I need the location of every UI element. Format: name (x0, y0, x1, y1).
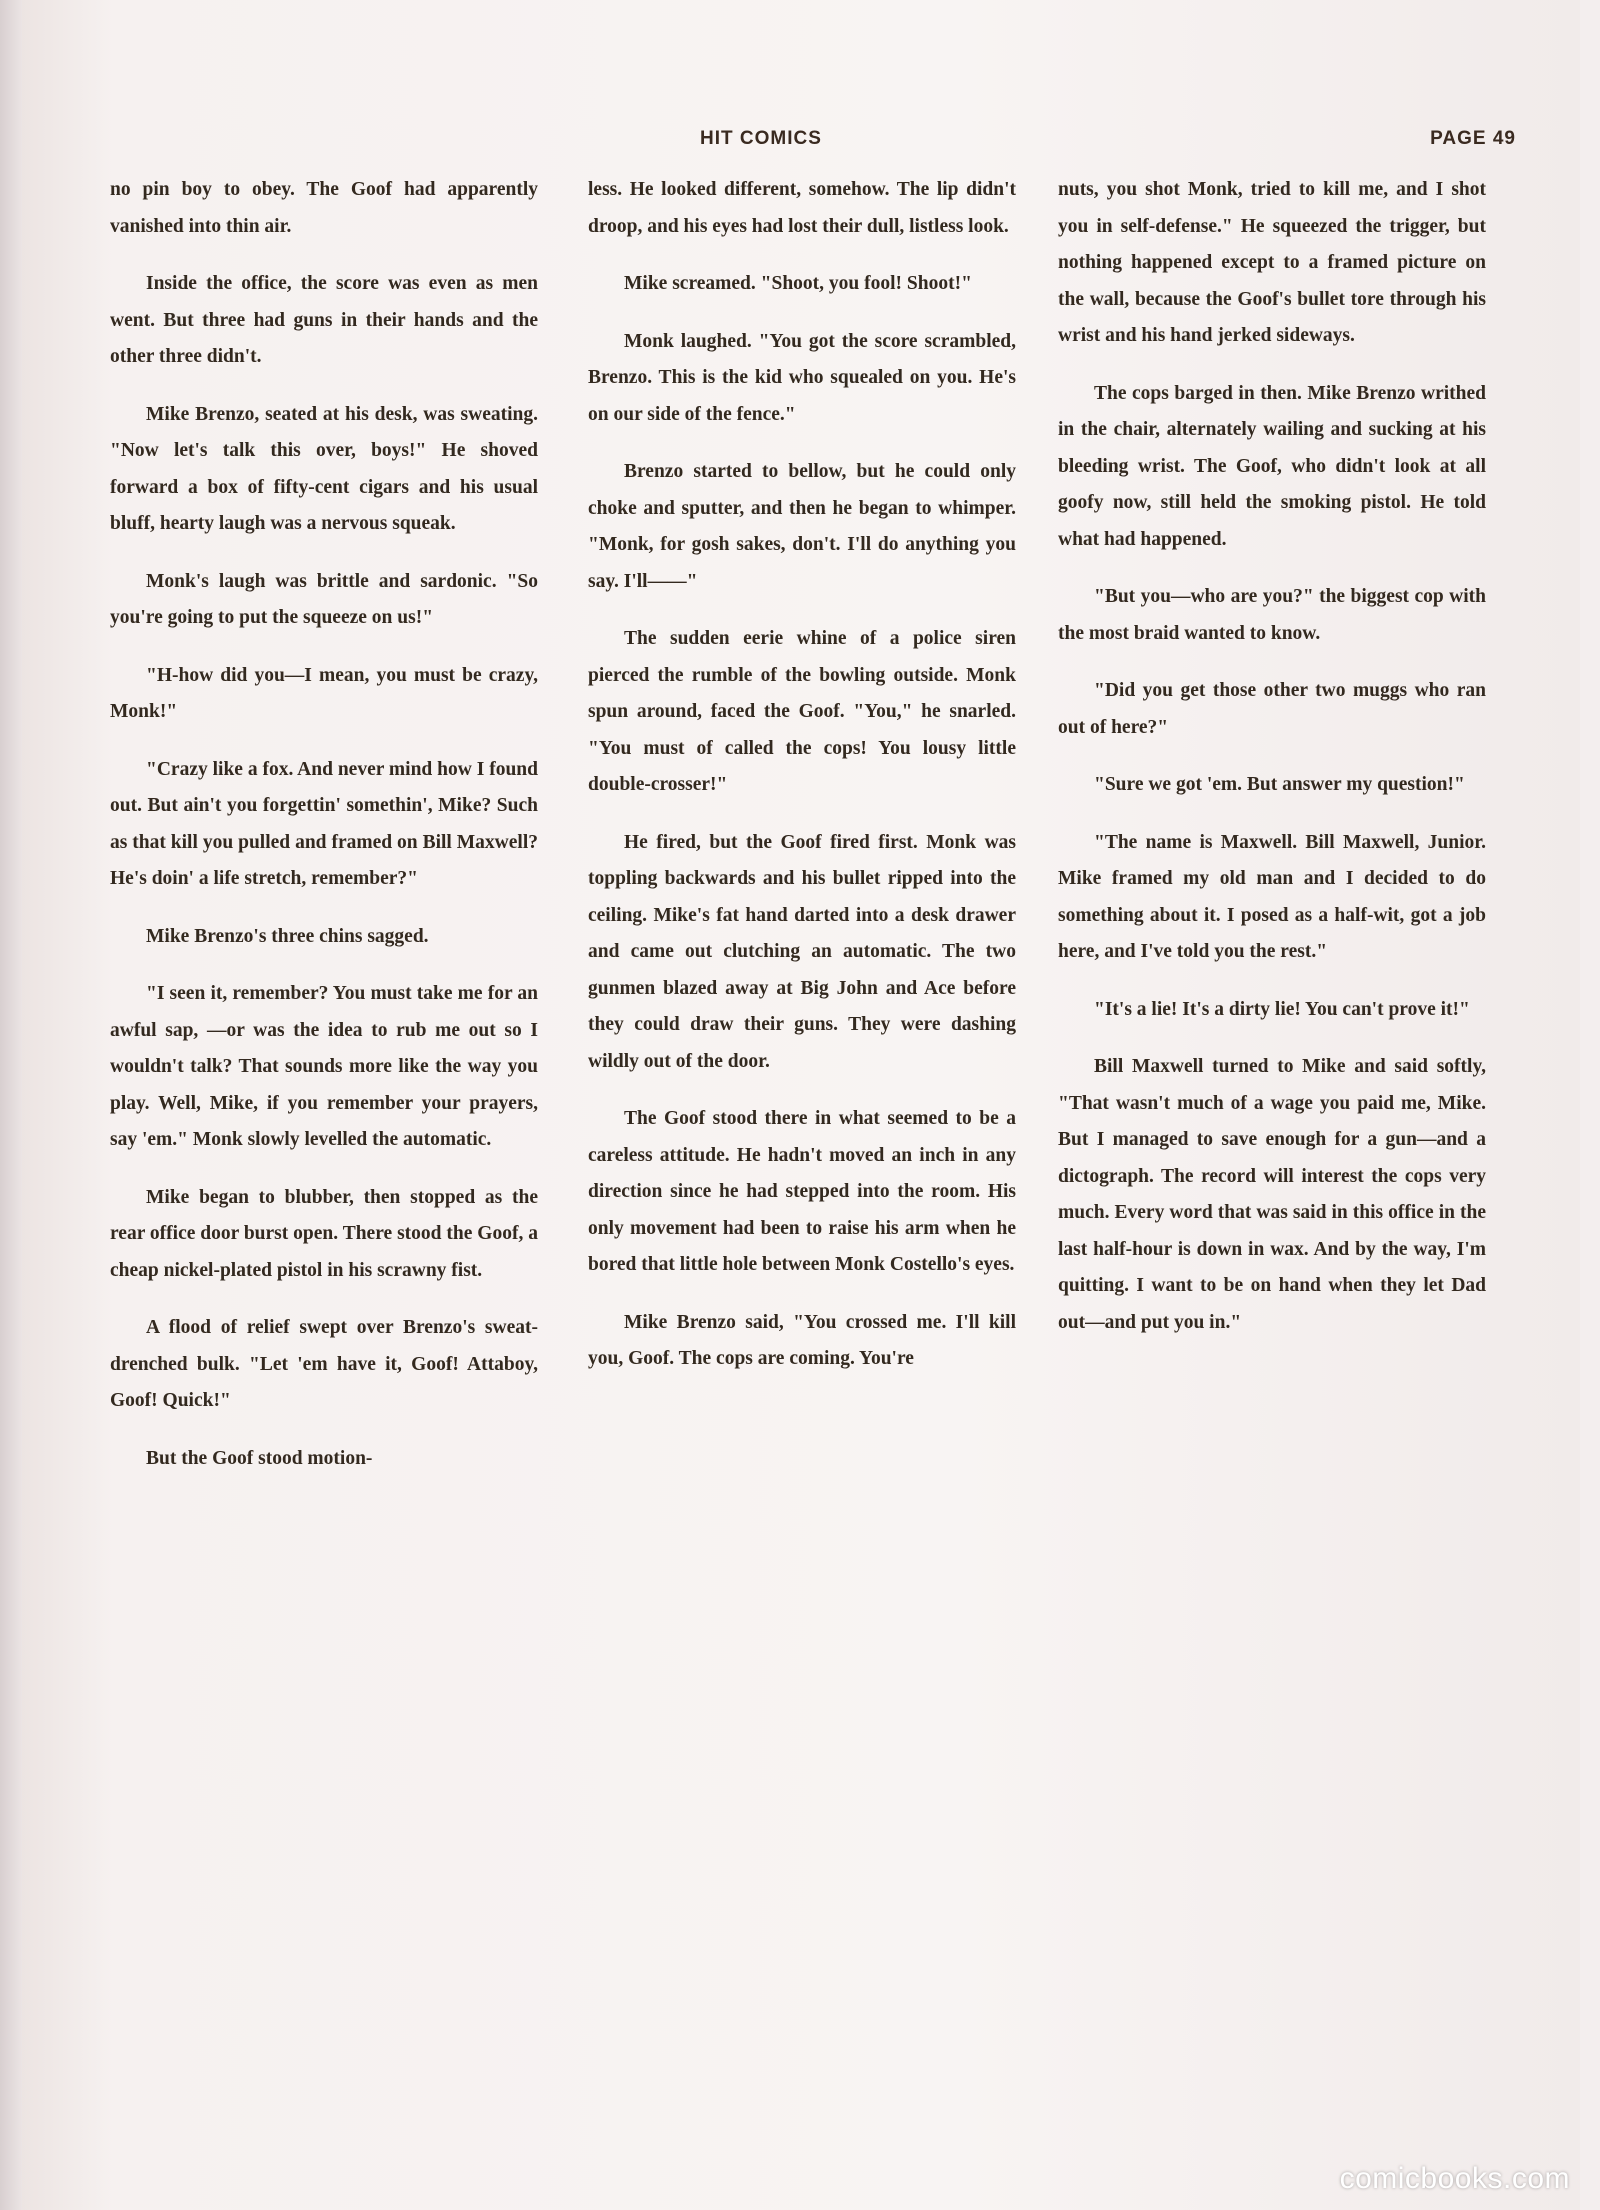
paragraph: Monk's laugh was brittle and sardonic. "So you're going to put the squeeze on us!" (110, 570, 538, 628)
magazine-title: HIT COMICS (700, 128, 822, 149)
page-number: PAGE 49 (1430, 128, 1516, 149)
paragraph: "H-how did you—I mean, you must be crazy, Monk!" (110, 664, 538, 722)
paragraph: Inside the office, the score was even as men went. But three had guns in their hands and the other three didn't. (110, 273, 538, 367)
paragraph: Brenzo started to bellow, but he could only choke and sputter, and then he began to whimper. "Monk, for gosh sakes, don't. I'll do anything you say. I'll——" (588, 461, 1016, 592)
paragraph: Monk laughed. "You got the score scrambled, Brenzo. This is the kid who squealed on you. He's on our side of the fence." (588, 330, 1016, 425)
page-header (700, 128, 1516, 156)
paragraph: no pin boy to obey. The Goof had apparently vanished into thin air. (110, 179, 538, 237)
paragraph: "It's a lie! It's a dirty lie! You can't prove it!" (1094, 998, 1470, 1020)
text-column-1 (110, 172, 538, 1498)
paragraph: A flood of relief swept over Brenzo's sweat-drenched bulk. "Let 'em have it, Goof! Attaboy, Goof! Quick!" (110, 1317, 538, 1411)
paragraph: Bill Maxwell turned to Mike and said softly, "That wasn't much of a wage you paid me, Mike. But I managed to save enough for a gun—and a dictograph. The record will interest the cops very much. Every word that was said in this office in the last half-hour is down in wax. And by the way, I'm quitting. I want to be on hand when they let Dad out—and put you in." (1058, 1056, 1486, 1333)
paragraph: less. He looked different, somehow. The lip didn't droop, and his eyes had lost their dull, listless look. (588, 179, 1016, 237)
page-edge (0, 0, 22, 2210)
paragraph: Mike Brenzo's three chins sagged. (146, 925, 429, 947)
paragraph: The sudden eerie whine of a police siren pierced the rumble of the bowling outside. Monk spun around, faced the Goof. "You," he snarled. "You must of called the cops! You lousy little double-crosser!" (588, 628, 1016, 795)
paragraph: The cops barged in then. Mike Brenzo writhed in the chair, alternately wailing and sucking at his bleeding wrist. The Goof, who didn't look at all goofy now, still held the smoking pistol. He told what had happened. (1058, 382, 1486, 550)
paragraph: nuts, you shot Monk, tried to kill me, and I shot you in self-defense." He squeezed the trigger, but nothing happened except to a framed picture on the wall, because the Goof's bullet tore through his wrist and his hand jerked sideways. (1058, 179, 1486, 346)
paragraph: "I seen it, remember? You must take me for an awful sap, —or was the idea to rub me out so I wouldn't talk? That sounds more like the way you play. Well, Mike, if you remember your prayers, say 'em." Monk slowly levelled the automatic. (110, 983, 538, 1150)
paragraph: Mike Brenzo, seated at his desk, was sweating. "Now let's talk this over, boys!" He shoved forward a box of fifty-cent cigars and his usual bluff, hearty laugh was a nervous squeak. (110, 403, 538, 534)
site-watermark: comicbooks.com (1339, 2162, 1570, 2195)
paragraph: "The name is Maxwell. Bill Maxwell, Junior. Mike framed my old man and I decided to do something about it. I posed as a half-wit, got a job here, and I've told you the rest." (1058, 831, 1486, 962)
paragraph: Mike Brenzo said, "You crossed me. I'll kill you, Goof. The cops are coming. You're (588, 1311, 1016, 1369)
text-column-2 (588, 172, 1016, 1399)
paragraph: "Sure we got 'em. But answer my question!" (1094, 774, 1465, 795)
paragraph: But the Goof stood motion- (146, 1447, 373, 1469)
paragraph: He fired, but the Goof fired first. Monk was toppling backwards and his bullet ripped into the ceiling. Mike's fat hand darted into a desk drawer and came out clutching an automatic. The two gunmen blazed away at Big John and Ace before they could draw their guns. They were dashing wildly out of the door. (588, 831, 1016, 1072)
paragraph: Mike began to blubber, then stopped as the rear office door burst open. There stood the Goof, a cheap nickel-plated pistol in his scrawny fist. (110, 1186, 538, 1281)
paragraph: The Goof stood there in what seemed to be a careless attitude. He hadn't moved an inch in any direction since he had stepped into the room. His only movement had been to raise his arm when he bored that little hole between Monk Costello's eyes. (588, 1108, 1016, 1275)
paragraph: "Crazy like a fox. And never mind how I found out. But ain't you forgettin' somethin', Mike? Such as that kill you pulled and framed on Bill Maxwell? He's doin' a life stretch, remember?" (110, 758, 538, 889)
paragraph: "Did you get those other two muggs who ran out of here?" (1058, 680, 1486, 738)
paragraph: "But you—who are you?" the biggest cop with the most braid wanted to know. (1058, 586, 1486, 644)
paragraph: Mike screamed. "Shoot, you fool! Shoot!" (624, 273, 972, 294)
text-column-3 (1058, 172, 1486, 1362)
